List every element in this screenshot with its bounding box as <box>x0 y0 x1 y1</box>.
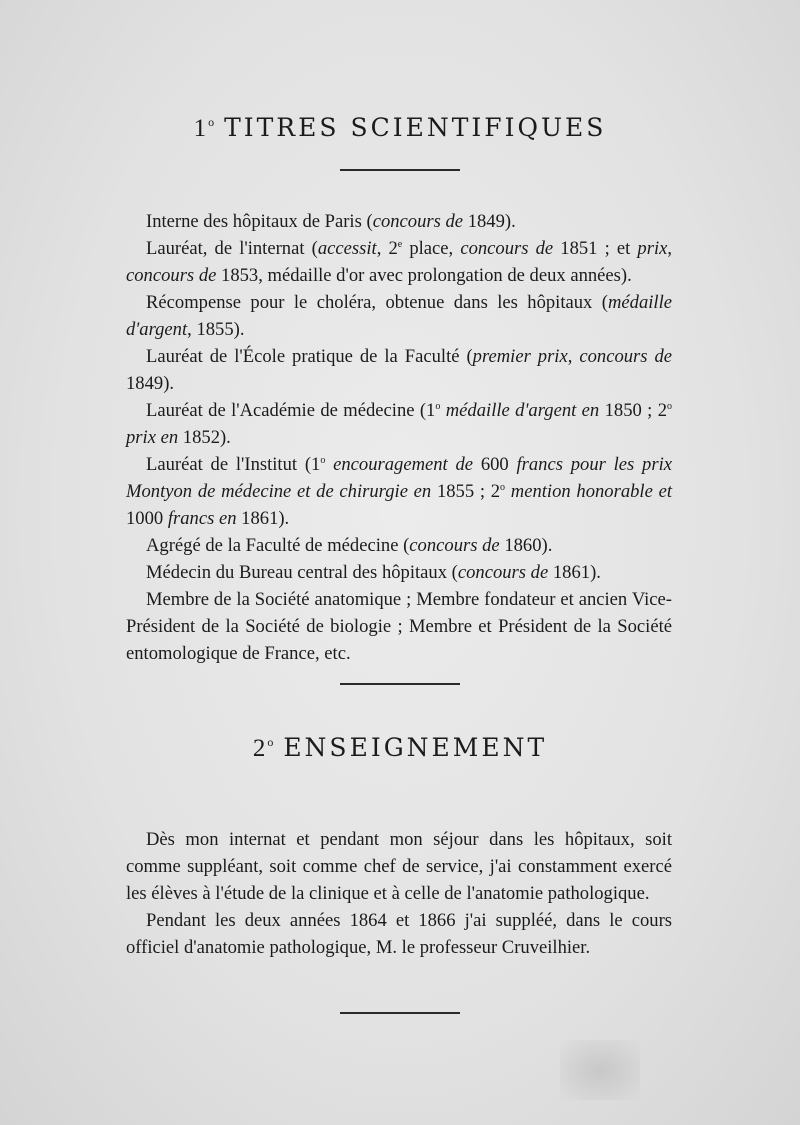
enseignement-text <box>126 826 672 961</box>
paragraph-internat: Dès mon internat et pendant mon séjour dans les hôpitaux, soit comme suppléant, soit comme chef de service, j'ai constamment exercé les élèves à l'étude de la clinique et à celle de l'anatomie pathologique. <box>126 829 672 904</box>
section-number: 2 <box>252 735 268 762</box>
entry-ecole-pratique: Lauréat de l'École pratique de la Faculté (premier prix, concours de 1849). <box>126 346 673 394</box>
section-divider <box>340 169 460 171</box>
entry-bureau-central: Médecin du Bureau central des hôpitaux (concours de 1861). <box>146 562 601 583</box>
entry-agrege: Agrégé de la Faculté de médecine (concours de 1860). <box>146 535 553 556</box>
section-heading-titres <box>0 113 800 143</box>
titres-list <box>126 208 672 667</box>
section-divider <box>340 683 460 685</box>
entry-cholera: Récompense pour le choléra, obtenue dans les hôpitaux (médaille d'argent, 1855). <box>126 292 672 340</box>
section-heading-enseignement <box>0 733 800 763</box>
section-title: ENSEIGNEMENT <box>283 733 548 762</box>
entry-institut: Lauréat de l'Institut (1$^o$ encouragement de 600 francs pour les prix Montyon de médecine et de chirurgie en 1855 ; 2$^o$ mention honorable et 1000 francs en 1861). <box>126 454 673 529</box>
section-title: TITRES SCIENTIFIQUES <box>224 113 607 142</box>
entry-laureat-internat: Lauréat, de l'internat (accessit, 2e place, concours de 1851 ; et prix, concours de 1853, médaille d'or avec prolongation de deux années). <box>126 238 673 286</box>
entry-interne: Interne des hôpitaux de Paris (concours de 1849). <box>146 211 516 232</box>
section-number: 1 <box>193 115 209 142</box>
paragraph-suppleance: Pendant les deux années 1864 et 1866 j'ai suppléé, dans le cours officiel d'anatomie pathologique, M. le professeur Cruveilhier. <box>126 910 672 958</box>
entry-academie: Lauréat de l'Académie de médecine (1$^o$ médaille d'argent en 1850 ; 2$^o$ prix en 1852). <box>126 400 672 448</box>
section-number-sup: o <box>267 735 276 749</box>
page-stain <box>560 1040 640 1100</box>
section-number-sup: o <box>208 115 217 129</box>
end-divider <box>340 1012 460 1014</box>
entry-societes: Membre de la Société anatomique ; Membre fondateur et ancien Vice-Président de la Société de biologie ; Membre et Président de la Société entomologique de France, etc. <box>126 589 672 664</box>
